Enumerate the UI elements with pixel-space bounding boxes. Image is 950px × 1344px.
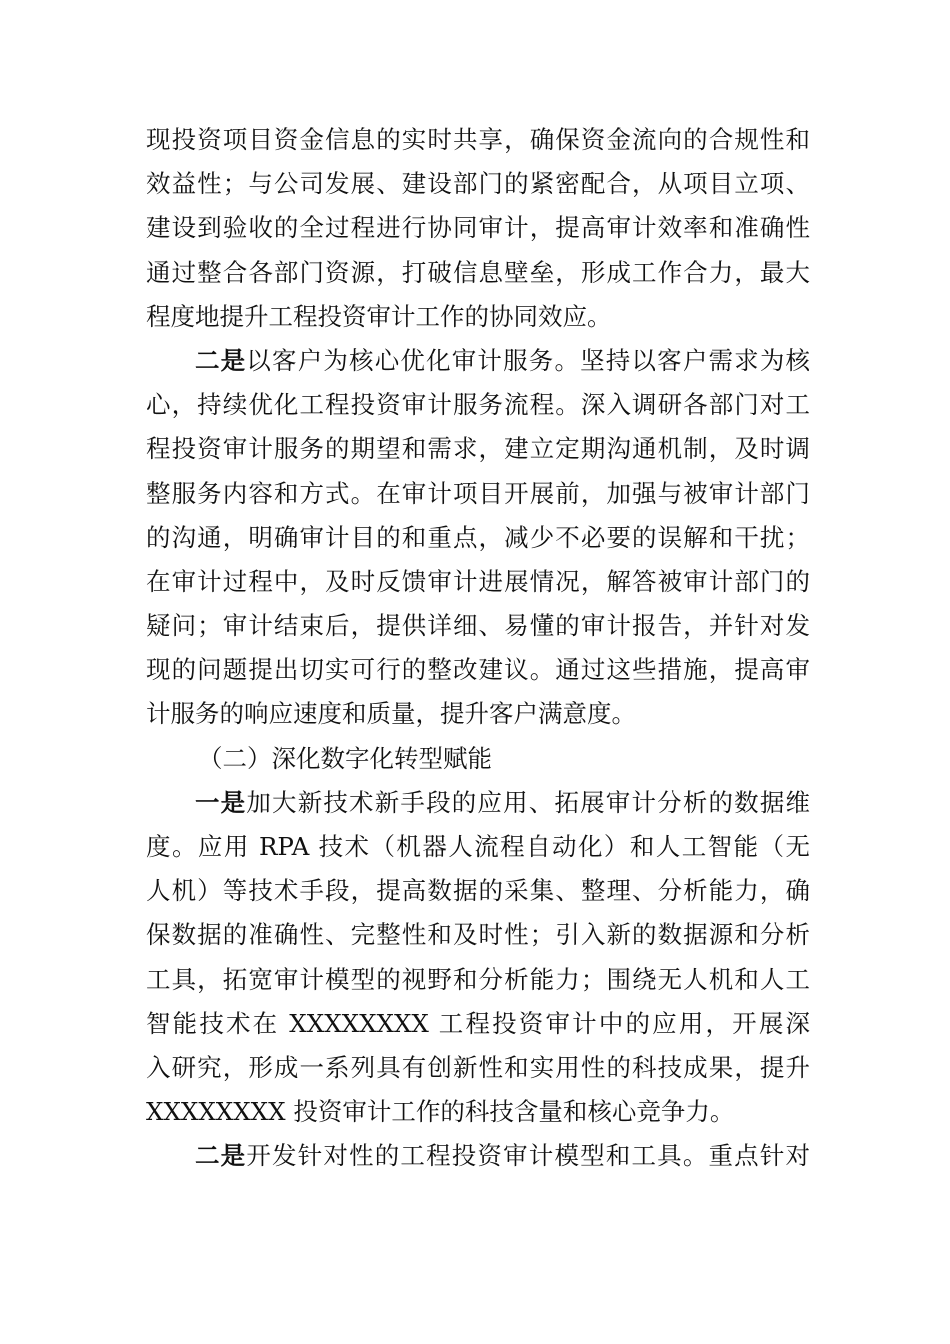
paragraph-line: 人机）等技术手段，提高数据的采集、整理、分析能力，确 (146, 876, 810, 906)
paragraph-line: 程投资审计服务的期望和需求，建立定期沟通机制，及时调 (146, 434, 810, 464)
paragraph-line-text: 开发针对性的工程投资审计模型和工具。重点针对 (246, 1141, 811, 1171)
paragraph-line: 计服务的响应速度和质量，提升客户满意度。 (146, 699, 636, 729)
paragraph-line-text: 以客户为核心优化审计服务。坚持以客户需求为核 (246, 345, 811, 375)
paragraph-line-text: 加大新技术新手段的应用、拓展审计分析的数据维 (246, 787, 811, 817)
paragraph-line: XXXXXXXX 投资审计工作的科技含量和核心竞争力。 (146, 1097, 735, 1127)
paragraph-first-line (146, 339, 810, 383)
section-heading: （二）深化数字化转型赋能 (198, 743, 492, 773)
paragraph-line: 入研究，形成一系列具有创新性和实用性的科技成果，提升 (146, 1052, 810, 1082)
paragraph-line: 在审计过程中，及时反馈审计进展情况，解答被审计部门的 (146, 566, 810, 596)
paragraph-line: 的沟通，明确审计目的和重点，减少不必要的误解和干扰； (146, 522, 810, 552)
paragraph-line: 疑问；审计结束后，提供详细、易懂的审计报告，并针对发 (146, 611, 810, 641)
paragraph-lead: 二是 (195, 345, 247, 375)
document-body (146, 118, 810, 1179)
paragraph-line: 智能技术在 XXXXXXXX 工程投资审计中的应用，开展深 (146, 1008, 810, 1038)
paragraph-first-line (146, 1134, 810, 1178)
paragraph-line: 通过整合各部门资源，打破信息壁垒，形成工作合力，最大 (146, 257, 810, 287)
paragraph-line: 程度地提升工程投资审计工作的协同效应。 (146, 301, 612, 331)
paragraph-line: 现投资项目资金信息的实时共享，确保资金流向的合规性和 (146, 125, 810, 154)
paragraph-line: 建设到验收的全过程进行协同审计，提高审计效率和准确性 (146, 213, 810, 243)
paragraph-line: 心，持续优化工程投资审计服务流程。深入调研各部门对工 (146, 390, 810, 420)
paragraph-line: 工具，拓宽审计模型的视野和分析能力；围绕无人机和人工 (146, 964, 810, 994)
paragraph-lead: 一是 (195, 787, 247, 817)
paragraph-first-line (146, 781, 810, 825)
paragraph-line: 度。应用 RPA 技术（机器人流程自动化）和人工智能（无 (146, 832, 810, 861)
paragraph-lead: 二是 (195, 1141, 247, 1171)
paragraph-line: 整服务内容和方式。在审计项目开展前，加强与被审计部门 (146, 478, 810, 508)
paragraph-line: 效益性；与公司发展、建设部门的紧密配合，从项目立项、 (146, 169, 810, 199)
paragraph-line: 现的问题提出切实可行的整改建议。通过这些措施，提高审 (146, 655, 810, 685)
paragraph-line: 保数据的准确性、完整性和及时性；引入新的数据源和分析 (146, 920, 810, 950)
